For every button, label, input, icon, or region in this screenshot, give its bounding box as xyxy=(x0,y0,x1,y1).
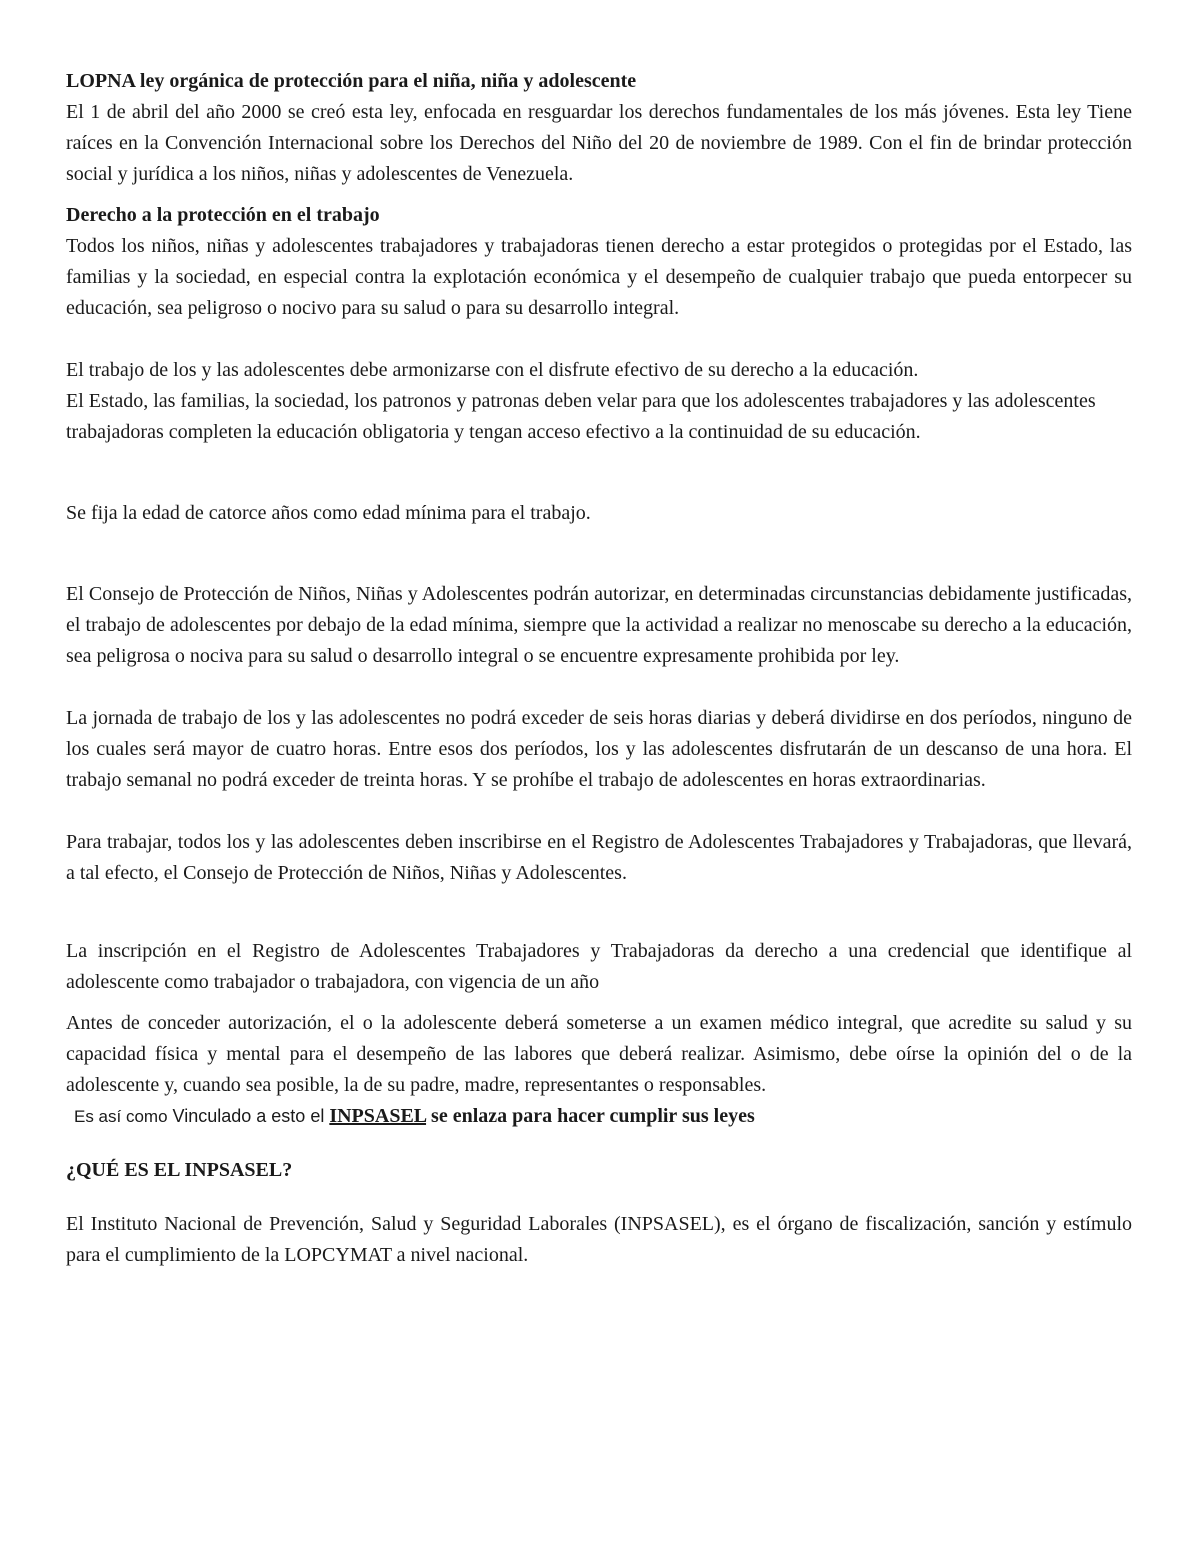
paragraph-council-authorization: El Consejo de Protección de Niños, Niñas y Adolescentes podrán autorizar, en determinadas circunstancias debidamente justificadas, el trabajo de adolescentes por debajo de la edad mínima, siempre que la actividad a realizar no menoscabe su derecho a la educación, sea peligrosa o nociva para su salud o desarrollo integral o se encuentre expresamente prohibida por ley. xyxy=(66,583,1132,667)
paragraph-minimum-age: Se fija la edad de catorce años como edad mínima para el trabajo. xyxy=(66,502,591,524)
paragraph-medical-exam: Antes de conceder autorización, el o la adolescente deberá someterse a un examen médico integral, que acredite su salud y su capacidad física y mental para el desempeño de las labores que deberá realizar. Asimismo, debe oírse la opinión del o de la adolescente y, cuando sea posible, la de su padre, madre, representantes o responsables. xyxy=(66,1012,1132,1096)
paragraph-lopna-intro: El 1 de abril del año 2000 se creó esta ley, enfocada en resguardar los derechos fundamentales de los más jóvenes. Esta ley Tiene raíces en la Convención Internacional sobre los Derechos del Niño del 20 de noviembre de 1989. Con el fin de brindar protección social y jurídica a los niños, niñas y adolescentes de Venezuela. xyxy=(66,101,1132,185)
paragraph-state-duty: El Estado, las familias, la sociedad, los patronos y patronas deben velar para que los adolescentes trabajadores y las adolescentes trabajadoras completen la educación obligatoria y tengan acceso efectivo a la continuidad de su educación. xyxy=(66,390,1096,443)
paragraph-registration: Para trabajar, todos los y las adolescentes deben inscribirse en el Registro de Adolescentes Trabajadores y Trabajadoras, que llevará, a tal efecto, el Consejo de Protección de Niños, Niñas y Adolescentes. xyxy=(66,831,1132,884)
section-heading-what-is-inpsasel: ¿QUÉ ES EL INPSASEL? xyxy=(66,1159,293,1181)
link-line-middle: Vinculado a esto el xyxy=(167,1106,330,1126)
link-line-prefix: Es así como xyxy=(74,1107,168,1126)
paragraph-inpsasel-definition: El Instituto Nacional de Prevención, Salud y Seguridad Laborales (INPSASEL), es el órgano de fiscalización, sanción y estímulo para el cumplimiento de la LOPCYMAT a nivel nacional. xyxy=(66,1213,1132,1266)
link-line-suffix: se enlaza para hacer cumplir sus leyes xyxy=(426,1105,755,1127)
paragraph-credential: La inscripción en el Registro de Adolescentes Trabajadores y Trabajadoras da derecho a una credencial que identifique al adolescente como trabajador o trabajadora, con vigencia de un año xyxy=(66,940,1132,993)
inpsasel-link-line xyxy=(66,1101,1132,1132)
section-heading-lopna: LOPNA ley orgánica de protección para el niña, niña y adolescente xyxy=(66,70,637,92)
section-heading-work-protection: Derecho a la protección en el trabajo xyxy=(66,204,380,226)
paragraph-working-hours: La jornada de trabajo de los y las adolescentes no podrá exceder de seis horas diarias y deberá dividirse en dos períodos, ninguno de los cuales será mayor de cuatro horas. Entre esos dos períodos, los y las adolescentes disfrutarán de un descanso de una hora. El trabajo semanal no podrá exceder de treinta horas. Y se prohíbe el trabajo de adolescentes en horas extraordinarias. xyxy=(66,707,1132,791)
paragraph-work-protection: Todos los niños, niñas y adolescentes trabajadores y trabajadoras tienen derecho a estar protegidos o protegidas por el Estado, las familias y la sociedad, en especial contra la explotación económica y el desempeño de cualquier trabajo que pueda entorpecer su educación, sea peligroso o nocivo para su salud o para su desarrollo integral. xyxy=(66,235,1132,319)
paragraph-education-harmony: El trabajo de los y las adolescentes debe armonizarse con el disfrute efectivo de su derecho a la educación. xyxy=(66,359,919,381)
document-page xyxy=(66,66,1132,1271)
inpsasel-link[interactable]: INPSASEL xyxy=(329,1105,427,1127)
